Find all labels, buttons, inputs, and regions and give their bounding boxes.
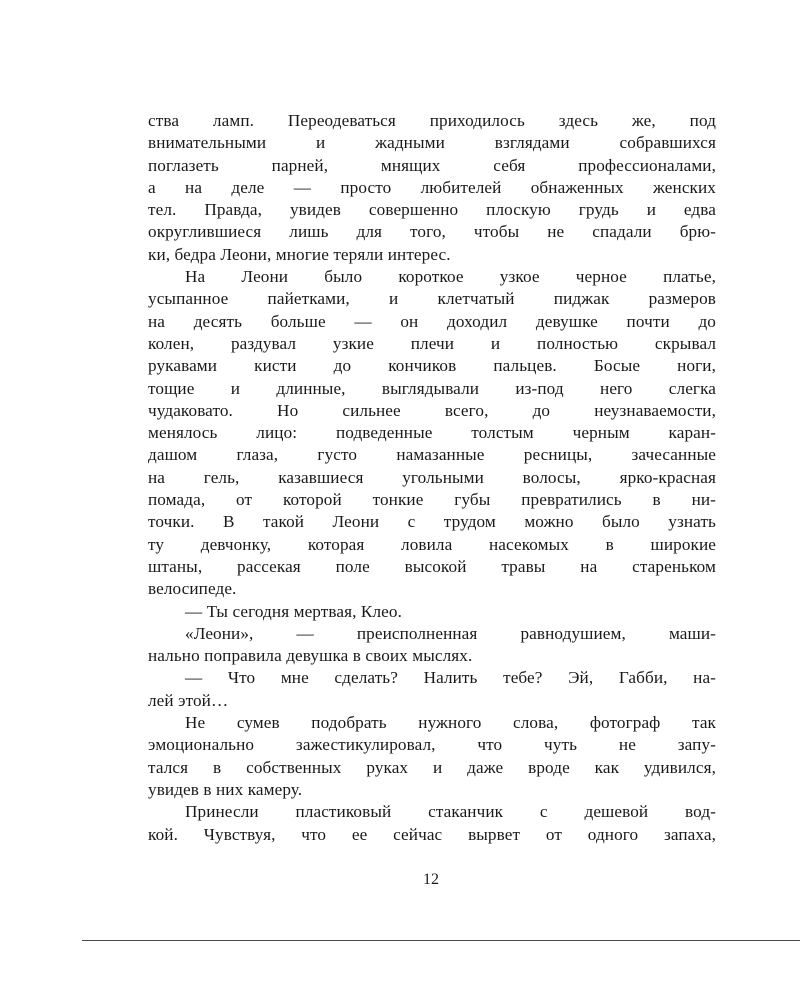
text-line: эмоционально зажестикулировал, что чуть не запу-: [148, 735, 716, 755]
text-line: помада, от которой тонкие губы превратились в ни-: [148, 490, 716, 510]
text-line: чудаковато. Но сильнее всего, до неузнаваемости,: [148, 400, 716, 420]
text-line: «Леони», — преисполненная равнодушием, маши-: [185, 623, 716, 643]
text-line: кой. Чувствуя, что ее сейчас вырвет от одного запаха,: [148, 824, 716, 844]
text-line: ту девчонку, которая ловила насекомых в широкие: [148, 534, 716, 554]
text-line: а на деле — просто любителей обнаженных женских: [148, 177, 716, 197]
page-number: 12: [423, 871, 439, 888]
text-line: На Леони было короткое узкое черное платье,: [185, 267, 716, 287]
text-line: менялось лицо: подведенные толстым черным каран-: [148, 423, 716, 443]
text-line: округлившиеся лишь для того, чтобы не спадали брю-: [148, 222, 716, 242]
text-line: тел. Правда, увидев совершенно плоскую грудь и едва: [148, 200, 716, 220]
text-line: тощие и длинные, выглядывали из-под него слегка: [148, 378, 716, 398]
text-line: нально поправила девушка в своих мыслях.: [148, 646, 473, 666]
text-line: точки. В такой Леони с трудом можно было узнать: [148, 512, 716, 532]
page-body-text: [148, 110, 716, 846]
text-line: увидев в них камеру.: [148, 779, 303, 799]
text-line: штаны, рассекая поле высокой травы на стареньком: [148, 556, 716, 576]
text-line: Не сумев подобрать нужного слова, фотограф так: [185, 713, 716, 733]
text-line: ства ламп. Переодеваться приходилось здесь же, под: [148, 111, 716, 130]
text-line: внимательными и жадными взглядами собравшихся: [148, 133, 716, 153]
text-line: дашом глаза, густо намазанные ресницы, зачесанные: [148, 445, 716, 465]
text-line: — Что мне сделать? Налить тебе? Эй, Габби, на-: [185, 668, 716, 688]
text-line: тался в собственных руках и даже вроде как удивился,: [148, 757, 716, 777]
text-line: ки, бедра Леони, многие теряли интерес.: [148, 244, 451, 264]
text-line: велосипеде.: [148, 579, 237, 599]
text-line: усыпанное пайетками, и клетчатый пиджак размеров: [148, 289, 716, 309]
text-line: — Ты сегодня мертвая, Клео.: [185, 601, 402, 621]
text-line: поглазеть парней, мнящих себя профессионалами,: [148, 155, 716, 175]
text-line: лей этой…: [148, 690, 229, 710]
text-line: на десять больше — он доходил девушке почти до: [148, 311, 716, 331]
text-line: на гель, казавшиеся угольными волосы, ярко-красная: [148, 467, 716, 487]
text-line: рукавами кисти до кончиков пальцев. Босые ноги,: [148, 356, 716, 376]
text-line: колен, раздувал узкие плечи и полностью скрывал: [148, 333, 716, 353]
footer-divider: [82, 940, 800, 941]
text-line: Принесли пластиковый стаканчик с дешевой вод-: [185, 802, 716, 822]
